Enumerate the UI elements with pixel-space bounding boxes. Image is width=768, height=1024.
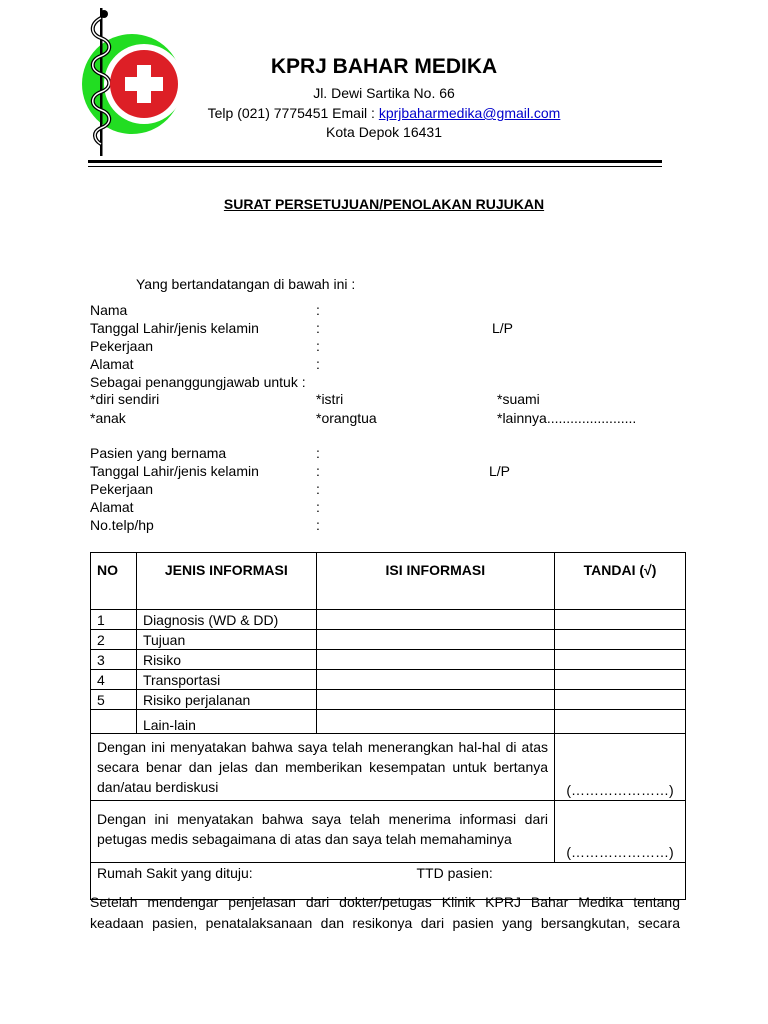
colon: : xyxy=(316,481,320,497)
patient-job-label: Pekerjaan xyxy=(90,481,154,497)
option-anak: *anak xyxy=(90,410,126,426)
org-contact xyxy=(0,105,768,121)
information-table xyxy=(90,552,686,900)
org-name: KPRJ BAHAR MEDIKA xyxy=(270,55,498,78)
row-isi-cell[interactable] xyxy=(316,630,554,650)
patient-signature-label: TTD pasien: xyxy=(416,865,493,881)
responsible-label: Sebagai penanggungjawab untuk : xyxy=(90,374,306,390)
row-isi-cell[interactable] xyxy=(316,690,554,710)
row-tandai-cell[interactable] xyxy=(555,650,686,670)
row-jenis: Tujuan xyxy=(136,630,316,650)
col-header-tandai: TANDAI (√) xyxy=(555,553,686,610)
colon: : xyxy=(316,517,320,533)
col-header-jenis: JENIS INFORMASI xyxy=(136,553,316,610)
row-tandai-cell[interactable] xyxy=(555,710,686,734)
row-jenis: Risiko xyxy=(136,650,316,670)
row-no: 5 xyxy=(91,690,137,710)
option-istri: *istri xyxy=(316,391,344,407)
row-isi-cell[interactable] xyxy=(316,670,554,690)
row-no: 4 xyxy=(91,670,137,690)
signer-job-label: Pekerjaan xyxy=(90,338,154,354)
colon: : xyxy=(316,445,320,461)
option-suami: *suami xyxy=(497,391,540,407)
contact-prefix: Telp (021) 7775451 Email : xyxy=(207,105,379,121)
row-jenis: Diagnosis (WD & DD) xyxy=(136,610,316,630)
row-tandai-cell[interactable] xyxy=(555,630,686,650)
intro-text: Yang bertandatangan di bawah ini : xyxy=(136,276,356,292)
option-lainnya: *lainnya....................... xyxy=(497,410,637,426)
row-jenis: Lain-lain xyxy=(136,710,316,734)
row-tandai-cell[interactable] xyxy=(555,610,686,630)
col-header-isi: ISI INFORMASI xyxy=(316,553,554,610)
patient-signature-paren[interactable]: (…………………) xyxy=(555,801,686,863)
colon: : xyxy=(316,499,320,515)
statement-row-doctor xyxy=(91,734,686,801)
row-tandai-cell[interactable] xyxy=(555,670,686,690)
row-jenis: Transportasi xyxy=(136,670,316,690)
colon: : xyxy=(316,338,320,354)
header-rule-thick xyxy=(88,160,662,163)
row-tandai-cell[interactable] xyxy=(555,690,686,710)
option-orangtua: *orangtua xyxy=(316,410,377,426)
header-rule-thin xyxy=(88,166,662,167)
patient-dob-label: Tanggal Lahir/jenis kelamin xyxy=(90,463,259,479)
row-no xyxy=(91,710,137,734)
signer-address-label: Alamat xyxy=(90,356,134,372)
org-city: Kota Depok 16431 xyxy=(326,124,442,140)
email-link[interactable]: kprjbaharmedika@gmail.com xyxy=(378,105,561,121)
row-isi-cell[interactable] xyxy=(316,610,554,630)
statement-patient: Dengan ini menyatakan bahwa saya telah menerima informasi dari petugas medis sebagaimana di atas dan saya telah memahaminya xyxy=(91,801,555,863)
patient-phone-label: No.telp/hp xyxy=(90,517,154,533)
org-address: Jl. Dewi Sartika No. 66 xyxy=(313,85,455,101)
row-no: 1 xyxy=(91,610,137,630)
table-header-row xyxy=(91,553,686,610)
patient-address-label: Alamat xyxy=(90,499,134,515)
colon: : xyxy=(316,356,320,372)
doctor-signature-paren[interactable]: (…………………) xyxy=(555,734,686,801)
closing-paragraph: Setelah mendengar penjelasan dari dokter/petugas Klinik KPRJ Bahar Medika tentang keadaan pasien, penatalaksanaan dan resikonya dari pasien yang bersangkutan, secara xyxy=(90,894,680,931)
table-row xyxy=(91,610,686,630)
colon: : xyxy=(316,302,320,318)
table-row xyxy=(91,670,686,690)
colon: : xyxy=(316,463,320,479)
signer-name-label: Nama xyxy=(90,302,128,318)
row-isi-cell[interactable] xyxy=(316,650,554,670)
statement-row-patient xyxy=(91,801,686,863)
document-title: SURAT PERSETUJUAN/PENOLAKAN RUJUKAN xyxy=(223,196,545,212)
colon: : xyxy=(316,320,320,336)
table-row xyxy=(91,690,686,710)
option-diri-sendiri: *diri sendiri xyxy=(90,391,160,407)
gender-lp: L/P xyxy=(489,463,511,479)
col-header-no: NO xyxy=(91,553,137,610)
statement-doctor: Dengan ini menyatakan bahwa saya telah menerangkan hal-hal di atas secara benar dan jelas dan memberikan kesempatan untuk bertanya dan/atau berdiskusi xyxy=(91,734,555,801)
row-jenis: Risiko perjalanan xyxy=(136,690,316,710)
table-row xyxy=(91,710,686,734)
row-isi-cell[interactable] xyxy=(316,710,554,734)
row-no: 2 xyxy=(91,630,137,650)
table-row xyxy=(91,630,686,650)
patient-name-label: Pasien yang bernama xyxy=(90,445,227,461)
gender-lp: L/P xyxy=(492,320,514,336)
hospital-destination-label: Rumah Sakit yang dituju: xyxy=(97,865,253,881)
row-no: 3 xyxy=(91,650,137,670)
table-row xyxy=(91,650,686,670)
signer-dob-label: Tanggal Lahir/jenis kelamin xyxy=(90,320,259,336)
